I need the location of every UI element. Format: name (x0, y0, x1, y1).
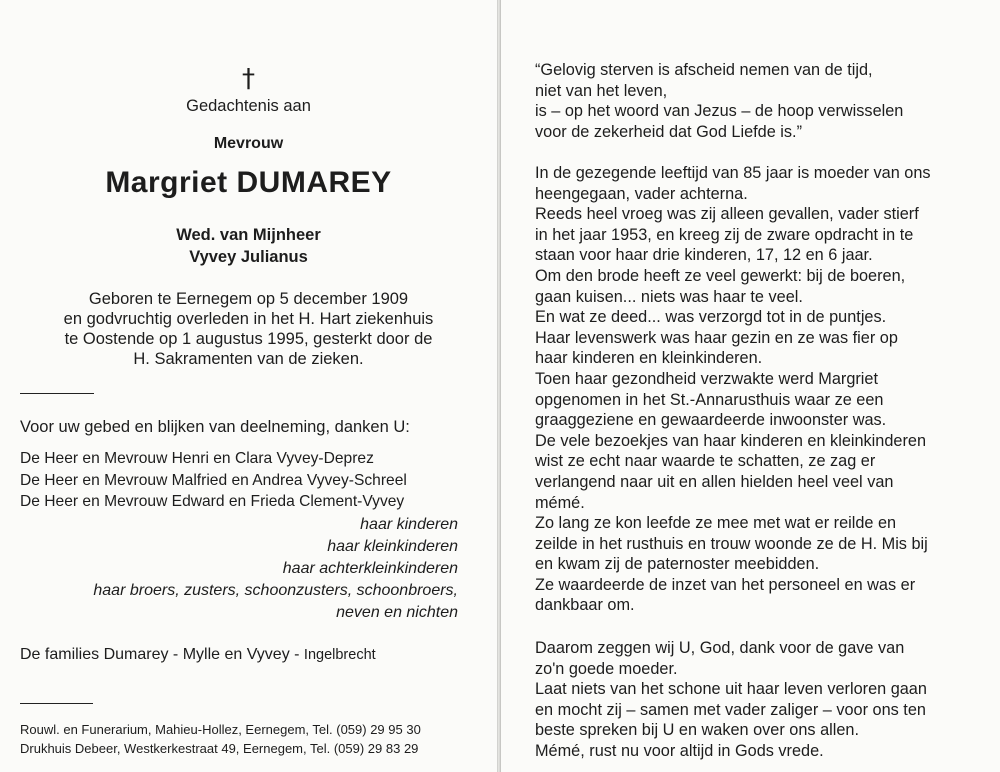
story-line: Om den brode heeft ze veel gewerkt: bij de boeren, (535, 266, 906, 285)
story-line: en kwam zij de paternoster meebidden. (535, 555, 820, 574)
cross-symbol: † (242, 64, 255, 94)
quote-line: is – op het woord van Jezus – de hoop verwisselen (535, 102, 904, 121)
families-small-text: Ingelbrecht (303, 647, 376, 663)
details-line: Geboren te Eernegem op 5 december 1909 (88, 290, 409, 308)
family-name-line: De Heer en Mevrouw Henri en Clara Vyvey-Deprez (20, 450, 374, 467)
quote-line: niet van het leven, (535, 81, 668, 100)
story-line: verlangend naar uit en allen hielden heel veel van (535, 472, 894, 491)
relations-list (20, 514, 458, 624)
story-line: mémé. (535, 493, 585, 512)
story-line: Zo lang ze kon leefde ze mee met wat er reilde en (535, 514, 897, 533)
relation-line: neven en nichten (336, 604, 458, 621)
printer-line: Drukhuis Debeer, Westkerkestraat 49, Eernegem, Tel. (059) 29 83 29 (20, 740, 419, 756)
opening-quote (535, 60, 903, 142)
story-line: opgenomen in het St.-Annarusthuis waar ze een (535, 390, 884, 409)
closing-prayer (535, 638, 927, 762)
details-line: te Oostende op 1 augustus 1995, gesterkt door de (64, 330, 433, 348)
relation-line: haar broers, zusters, schoonzusters, schoonbroers, (93, 582, 458, 599)
thanks-text: Voor uw gebed en blijken van deelneming, danken U: (20, 418, 410, 436)
life-story (535, 163, 931, 616)
closing-line: Daarom zeggen wij U, God, dank voor de gave van (535, 639, 905, 657)
story-line: dankbaar om. (535, 596, 635, 615)
widow-line: Vyvey Julianus (189, 248, 308, 266)
quote-line: “Gelovig sterven is afscheid nemen van de tijd, (535, 61, 873, 79)
closing-line: Laat niets van het schone uit haar leven verloren gaan (535, 680, 927, 699)
title-text: Mevrouw (213, 135, 284, 152)
details-line: en godvruchtig overleden in het H. Hart ziekenhuis (63, 310, 434, 328)
story-line: staan voor haar drie kinderen, 17, 12 en 6 jaar. (535, 246, 873, 265)
story-line: In de gezegende leeftijd van 85 jaar is moeder van ons (535, 164, 931, 182)
closing-line: zo'n goede moeder. (535, 659, 678, 678)
details-line: H. Sakramenten van de zieken. (133, 350, 364, 368)
families-text: De families Dumarey - Mylle en Vyvey - (20, 646, 304, 663)
printer-line: Rouwl. en Funerarium, Mahieu-Hollez, Eernegem, Tel. (059) 29 95 30 (20, 722, 421, 737)
birth-death-details (0, 289, 497, 369)
widow-line: Wed. van Mijnheer (176, 226, 321, 244)
closing-line: beste spreken bij U en waken over ons allen. (535, 721, 860, 740)
relation-line: haar kinderen (360, 516, 458, 533)
deceased-name: Margriet DUMAREY (105, 166, 392, 199)
story-line: Reeds heel vroeg was zij alleen gevallen, vader stierf (535, 205, 919, 224)
intro-text: Gedachtenis aan (186, 97, 311, 115)
story-line: En wat ze deed... was verzorgd tot in de puntjes. (535, 308, 887, 327)
family-names (20, 448, 407, 513)
story-line: Haar levenswerk was haar gezin en ze was fier op (535, 328, 898, 347)
quote-line: voor de zekerheid dat God Liefde is.” (535, 122, 802, 141)
story-line: graaggeziene en gewaardeerde inwoonster was. (535, 411, 887, 430)
widow-of (0, 224, 497, 268)
story-line: De vele bezoekjes van haar kinderen en kleinkinderen (535, 431, 926, 450)
relation-line: haar kleinkinderen (327, 538, 458, 555)
printer-credits (20, 721, 421, 758)
relation-line: haar achterkleinkinderen (282, 560, 458, 577)
story-line: Toen haar gezondheid verzwakte werd Margriet (535, 369, 878, 388)
story-line: wist ze echt naar waarde te schatten, ze zag er (535, 452, 876, 471)
story-line: in het jaar 1953, en kreeg zij de zware opdracht in te (535, 225, 914, 244)
story-line: haar kinderen en kleinkinderen. (535, 349, 763, 368)
family-name-line: De Heer en Mevrouw Edward en Frieda Clement-Vyvey (20, 493, 405, 510)
divider (20, 703, 93, 704)
story-line: gaan kuisen... niets was haar te veel. (535, 287, 803, 306)
story-line: Ze waardeerde de inzet van het personeel en was er (535, 575, 916, 594)
story-line: zeilde in het rusthuis en trouw woonde ze de H. Mis bij (535, 534, 928, 553)
family-name-line: De Heer en Mevrouw Malfried en Andrea Vyvey-Schreel (20, 471, 407, 489)
families-line (20, 646, 376, 664)
story-line: heengegaan, vader achterna. (535, 184, 748, 203)
closing-line: en mocht zij – samen met vader zaliger – voor ons ten (535, 700, 926, 719)
closing-line: Mémé, rust nu voor altijd in Gods vrede. (535, 741, 824, 760)
divider (20, 393, 94, 394)
